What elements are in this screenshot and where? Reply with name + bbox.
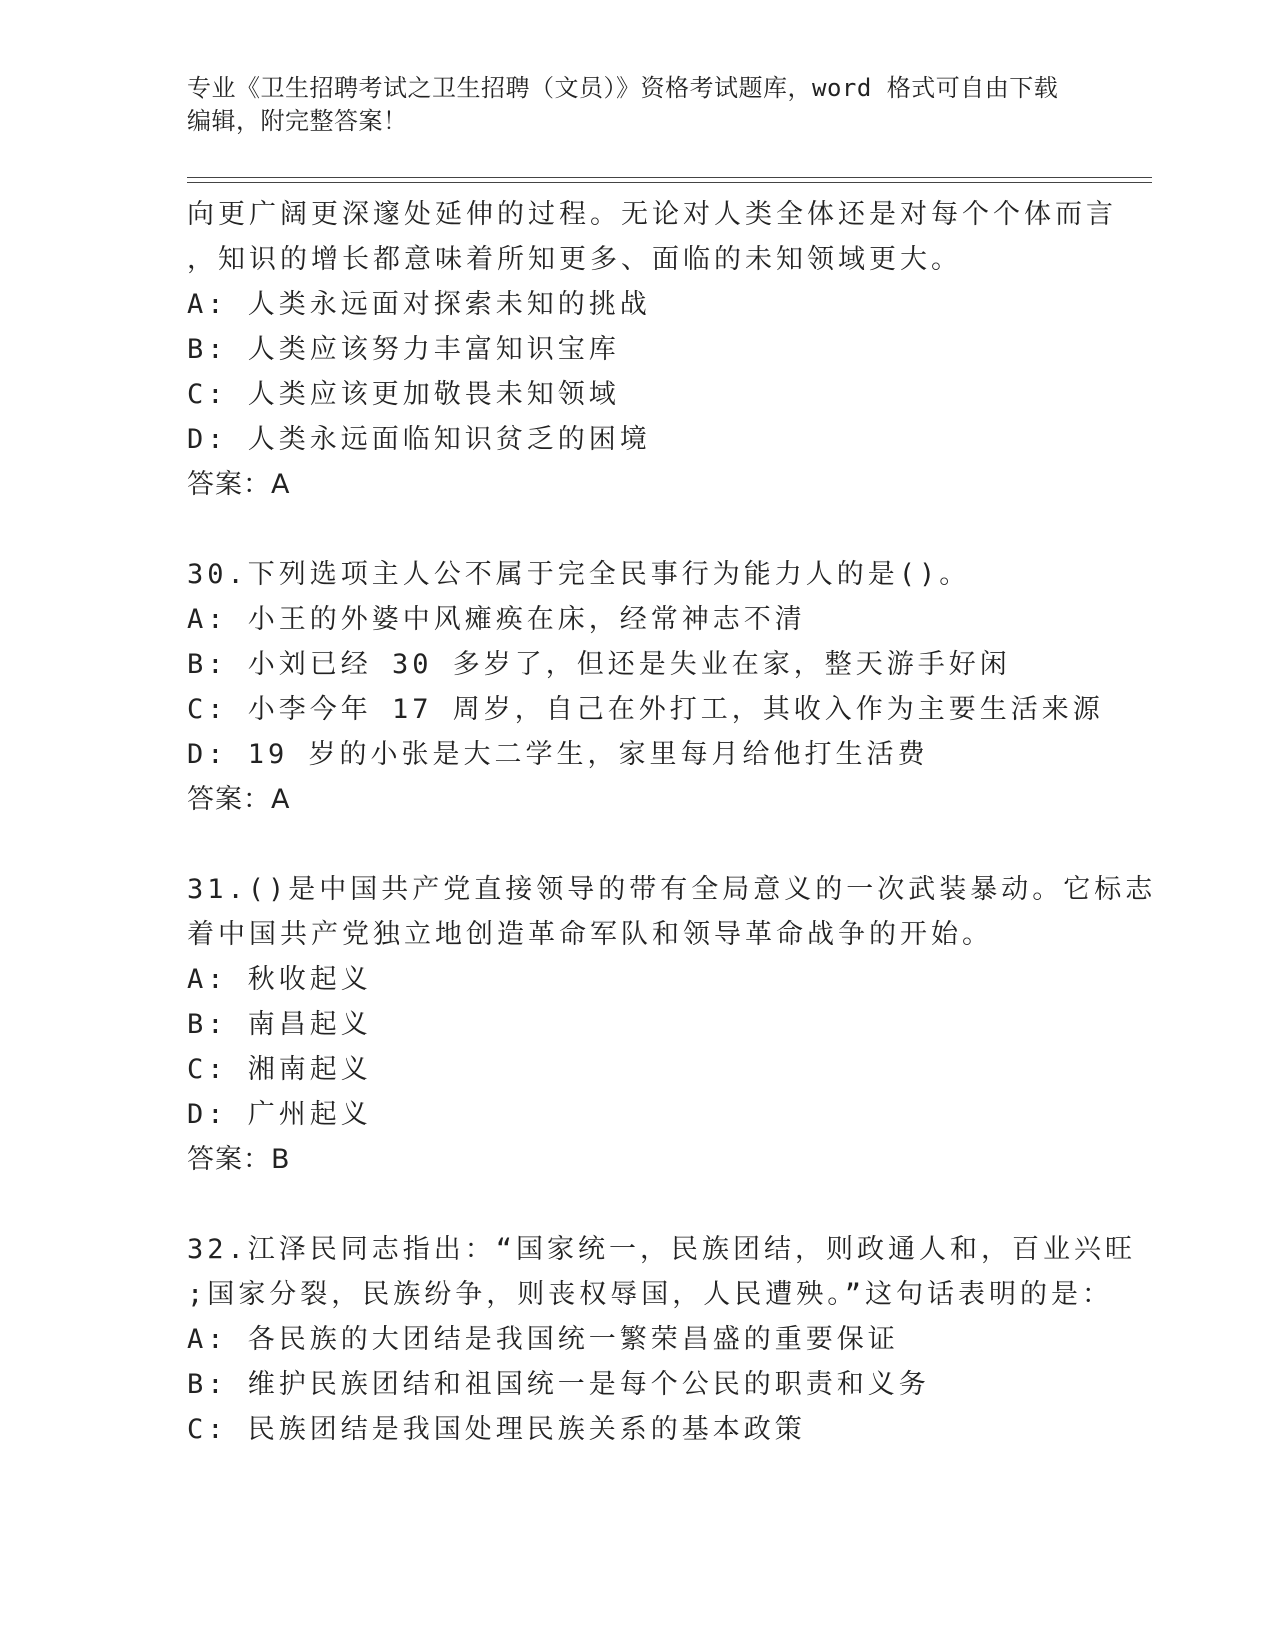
question-text-line: ;国家分裂，民族纷争，则丧权辱国，人民遭殃。”这句话表明的是： — [187, 1279, 1114, 1310]
option-b: B: 人类应该努力丰富知识宝库 — [187, 334, 620, 365]
option-c: C: 人类应该更加敬畏未知领域 — [187, 379, 620, 410]
option-a: A: 小王的外婆中风瘫痪在床，经常神志不清 — [187, 604, 806, 635]
question-text-line: 向更广阔更深邃处延伸的过程。无论对人类全体还是对每个个体而言 — [187, 199, 1117, 230]
question-text-line: 30.下列选项主人公不属于完全民事行为能力人的是()。 — [187, 559, 971, 590]
question-text-line: 31.()是中国共产党直接领导的带有全局意义的一次武装暴动。它标志 — [187, 874, 1157, 905]
header-line-1: 专业《卫生招聘考试之卫生招聘（文员）》资格考试题库，word 格式可自由下载 — [187, 74, 1059, 102]
spacer — [187, 1182, 1087, 1227]
answer-line: 答案：A — [187, 784, 291, 815]
option-b: B: 南昌起义 — [187, 1009, 372, 1040]
option-d: D: 19 岁的小张是大二学生，家里每月给他打生活费 — [187, 739, 929, 770]
answer-line: 答案：B — [187, 1144, 291, 1175]
option-d: D: 人类永远面临知识贫乏的困境 — [187, 424, 651, 455]
question-text-line: 32.江泽民同志指出：“国家统一，民族团结，则政通人和，百业兴旺 — [187, 1234, 1137, 1265]
question-text-line: ，知识的增长都意味着所知更多、面临的未知领域更大。 — [187, 244, 962, 275]
spacer — [187, 507, 1087, 552]
option-c: C: 湘南起义 — [187, 1054, 372, 1085]
header-rule-top — [187, 177, 1152, 178]
option-a: A: 各民族的大团结是我国统一繁荣昌盛的重要保证 — [187, 1324, 899, 1355]
question-text-line: 着中国共产党独立地创造革命军队和领导革命战争的开始。 — [187, 919, 993, 950]
option-b: B: 维护民族团结和祖国统一是每个公民的职责和义务 — [187, 1369, 930, 1400]
option-a: A: 秋收起义 — [187, 964, 372, 995]
answer-line: 答案：A — [187, 469, 291, 500]
option-d: D: 广州起义 — [187, 1099, 372, 1130]
question-list — [187, 192, 1157, 1452]
question-block-30 — [187, 552, 1104, 822]
question-block-32 — [187, 1227, 1137, 1452]
spacer — [187, 822, 1087, 867]
option-b: B: 小刘已经 30 多岁了，但还是失业在家，整天游手好闲 — [187, 649, 1011, 680]
header-rule-bottom — [187, 182, 1152, 183]
question-block-continued — [187, 192, 1117, 507]
option-c: C: 小李今年 17 周岁，自己在外打工，其收入作为主要生活来源 — [187, 694, 1104, 725]
question-block-31 — [187, 867, 1157, 1182]
page-header — [187, 72, 1067, 138]
option-a: A: 人类永远面对探索未知的挑战 — [187, 289, 651, 320]
option-c: C: 民族团结是我国处理民族关系的基本政策 — [187, 1414, 806, 1445]
header-line-2: 编辑，附完整答案！ — [187, 107, 408, 135]
